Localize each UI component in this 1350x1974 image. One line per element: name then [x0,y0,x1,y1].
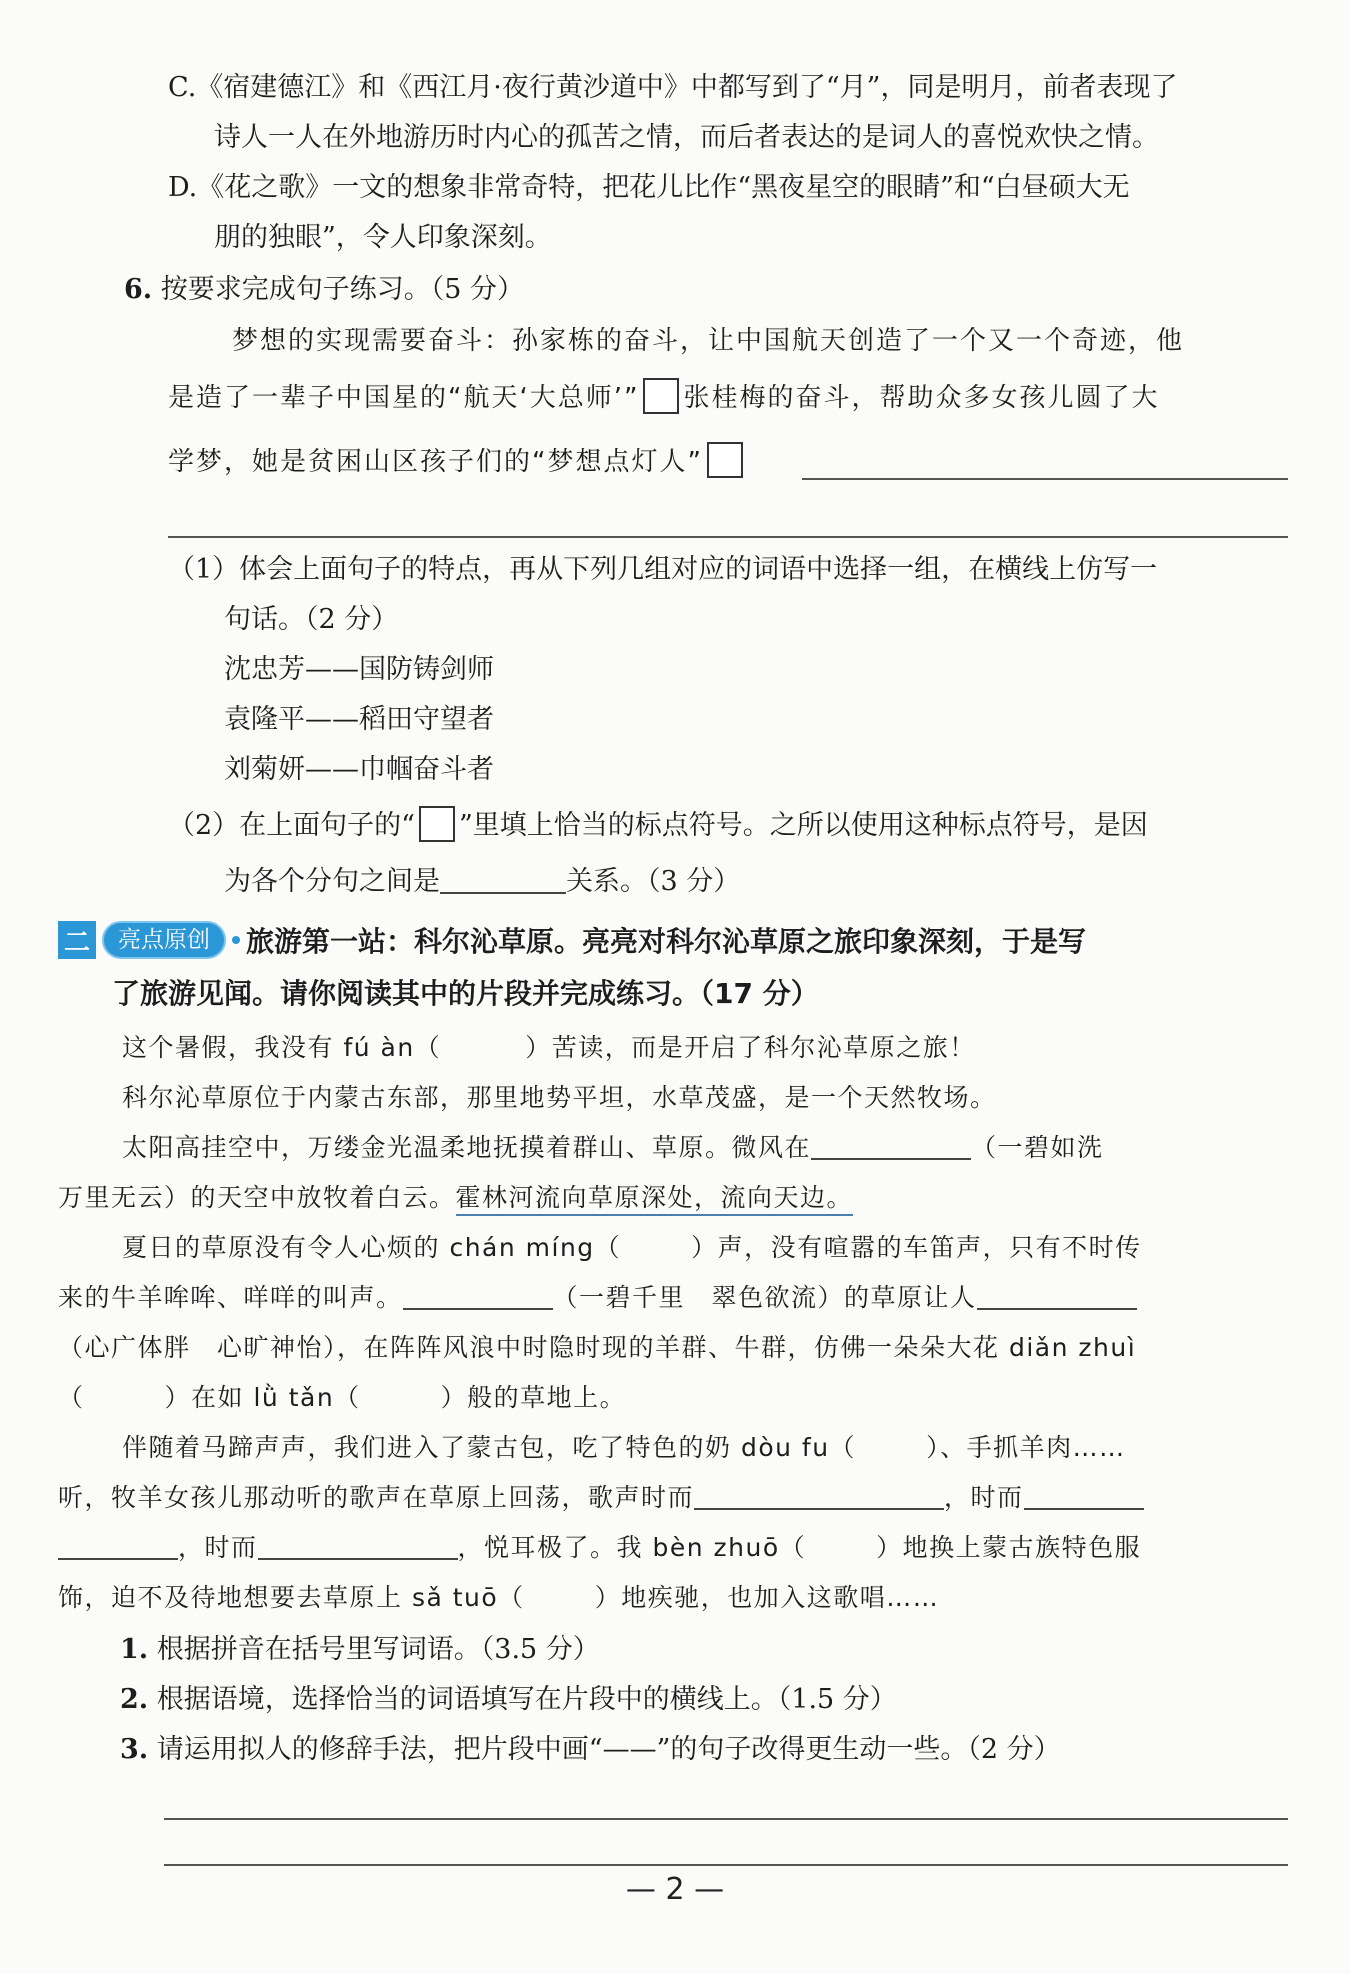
answer-line-imitation-inline[interactable] [802,478,1288,480]
punctuation-box-1[interactable] [643,378,679,414]
passage-line8-b: ）在如 lǜ tǎn（ [164,1383,361,1412]
q6-sub2-c: 为各个分句之间是 [224,866,440,897]
section-2-header [58,918,1086,962]
passage-line9-b: ）、手抓羊肉…… [926,1433,1126,1462]
passage-line10-a: 听，牧羊女孩儿那动听的歌声在草原上回荡，歌声时而 [58,1483,695,1512]
option-d-line1: D.《花之歌》一文的想象非常奇特，把花儿比作“黑夜星空的眼睛”和“白昼硕大无 [168,172,1130,203]
passage-line10 [58,1478,1144,1518]
q6-sub2-a: （2）在上面句子的“ [168,810,415,841]
word-option-2: 袁隆平——稻田守望者 [224,704,494,735]
passage-line5-b: ）声，没有喧嚣的车笛声，只有不时传 [691,1233,1142,1262]
q6-sub2-b: ”里填上恰当的标点符号。之所以使用这种标点符号，是因 [458,810,1148,841]
relation-answer-blank[interactable] [440,864,566,894]
passage-line11-b: ，悦耳极了。我 bèn zhuō（ [457,1533,807,1562]
imitation-blank-2[interactable] [1024,1480,1144,1510]
passage-line4-a: 万里无云）的天空中放牧着白云。 [58,1183,456,1212]
underlined-sentence: 霍林河流向草原深处，流向天边。 [456,1183,854,1216]
question-1-text: 根据拼音在括号里写词语。（3.5 分） [156,1634,600,1665]
badge-dot [232,936,240,944]
question-1-number: 1. [120,1634,149,1665]
passage-line7: （心广体胖 心旷神怡），在阵阵风浪中时隐时现的羊群、牛群，仿佛一朵朵大花 diǎn zhuì [58,1333,1137,1362]
question-2 [120,1680,897,1720]
q6-sub1-line2: 句话。（2 分） [224,604,399,635]
question-3-number: 3. [120,1734,149,1765]
q6-passage-line3-a: 学梦，她是贫困山区孩子们的“梦想点灯人” [168,447,703,477]
passage-line11-c: ）地换上蒙古族特色服 [876,1533,1142,1562]
imitation-blank-1[interactable] [694,1480,944,1510]
question-2-text: 根据语境，选择恰当的词语填写在片段中的横线上。（1.5 分） [156,1684,897,1715]
imitation-blank-4[interactable] [258,1530,458,1560]
section-2-heading-line2: 了旅游见闻。请你阅读其中的片段并完成练习。（17 分） [112,977,819,1010]
word-choice-blank-3[interactable] [977,1280,1137,1310]
passage-line6-a: 来的牛羊哞哞、咩咩的叫声。 [58,1283,403,1312]
question-1 [120,1630,600,1670]
passage-line8-c: ）般的草地上。 [440,1383,627,1412]
page-number: — 2 — [625,1872,725,1907]
passage-line12-a: 饰，迫不及待地想要去草原上 sǎ tuō（ [58,1583,525,1612]
q6-sub2-line2 [224,862,740,902]
question-3-text: 请运用拟人的修辞手法，把片段中画“——”的句子改得更生动一些。（2 分） [156,1734,1061,1765]
word-choice-blank-2[interactable] [403,1280,553,1310]
passage-line5-a: 夏日的草原没有令人心烦的 chán míng（ [122,1233,622,1262]
answer-line-imitation-full[interactable] [168,536,1288,538]
answer-line-q3-1[interactable] [164,1818,1288,1820]
option-d-line2: 朋的独眼”，令人印象深刻。 [214,222,552,253]
passage-line1-a: 这个暑假，我没有 fú àn（ [122,1033,442,1062]
question-6-number: 6. [124,274,153,305]
section-2-heading-line1: 旅游第一站：科尔沁草原。亮亮对科尔沁草原之旅印象深刻，于是写 [246,925,1087,958]
option-c-line1: C.《宿建德江》和《西江月·夜行黄沙道中》中都写到了“月”，同是明月，前者表现了 [168,72,1178,103]
original-badge: 亮点原创 [102,921,226,959]
passage-line3 [122,1128,1104,1168]
passage-line8-a: （ [58,1383,85,1412]
punctuation-box-ref [419,806,455,842]
passage-line6-b: （一碧千里 翠色欲流）的草原让人 [552,1283,977,1312]
passage-line5 [122,1228,1142,1268]
imitation-blank-3[interactable] [58,1530,178,1560]
question-6-title: 按要求完成句子练习。（5 分） [160,274,525,305]
question-3 [120,1730,1061,1770]
q6-passage-line2-b: 张桂梅的奋斗，帮助众多女孩儿圆了大 [683,383,1160,413]
passage-line1-b: ）苦读，而是开启了科尔沁草原之旅！ [525,1033,976,1062]
q6-passage-line3 [168,442,747,482]
q6-passage-line1: 梦想的实现需要奋斗：孙家栋的奋斗，让中国航天创造了一个又一个奇迹，他 [232,326,1185,356]
word-choice-blank-1[interactable] [811,1130,971,1160]
q6-sub1-line1: （1）体会上面句子的特点，再从下列几组对应的词语中选择一组，在横线上仿写一 [168,554,1158,585]
q6-sub2-d: 关系。（3 分） [566,866,741,897]
answer-line-q3-2[interactable] [164,1864,1288,1866]
word-option-3: 刘菊妍——巾帼奋斗者 [224,754,494,785]
question-6-heading [124,270,524,310]
q6-passage-line2 [168,378,1160,418]
passage-line10-b: ，时而 [944,1483,1024,1512]
passage-line11-a: ，时而 [178,1533,258,1562]
punctuation-box-2[interactable] [707,442,743,478]
passage-line6 [58,1278,1137,1318]
passage-line12 [58,1578,939,1618]
word-option-1: 沈忠芳——国防铸剑师 [224,654,494,685]
passage-line9 [122,1428,1126,1468]
passage-line3-b: （一碧如洗 [971,1133,1104,1162]
passage-line8 [58,1378,626,1418]
q6-sub2-line1 [168,806,1148,846]
passage-line1 [122,1028,976,1068]
passage-line3-a: 太阳高挂空中，万缕金光温柔地抚摸着群山、草原。微风在 [122,1133,812,1162]
section-number: 二 [58,921,96,959]
passage-line12-b: ）地疾驰，也加入这歌唱…… [594,1583,940,1612]
passage-line4 [58,1178,853,1218]
option-c-line2: 诗人一人在外地游历时内心的孤苦之情，而后者表达的是词人的喜悦欢快之情。 [214,122,1159,153]
passage-line9-a: 伴随着马蹄声声，我们进入了蒙古包，吃了特色的奶 dòu fu（ [122,1433,857,1462]
q6-passage-line2-a: 是造了一辈子中国星的“航天‘大总师’” [168,383,640,413]
question-2-number: 2. [120,1684,149,1715]
passage-line11 [58,1528,1141,1568]
passage-line2: 科尔沁草原位于内蒙古东部，那里地势平坦，水草茂盛，是一个天然牧场。 [122,1083,997,1112]
